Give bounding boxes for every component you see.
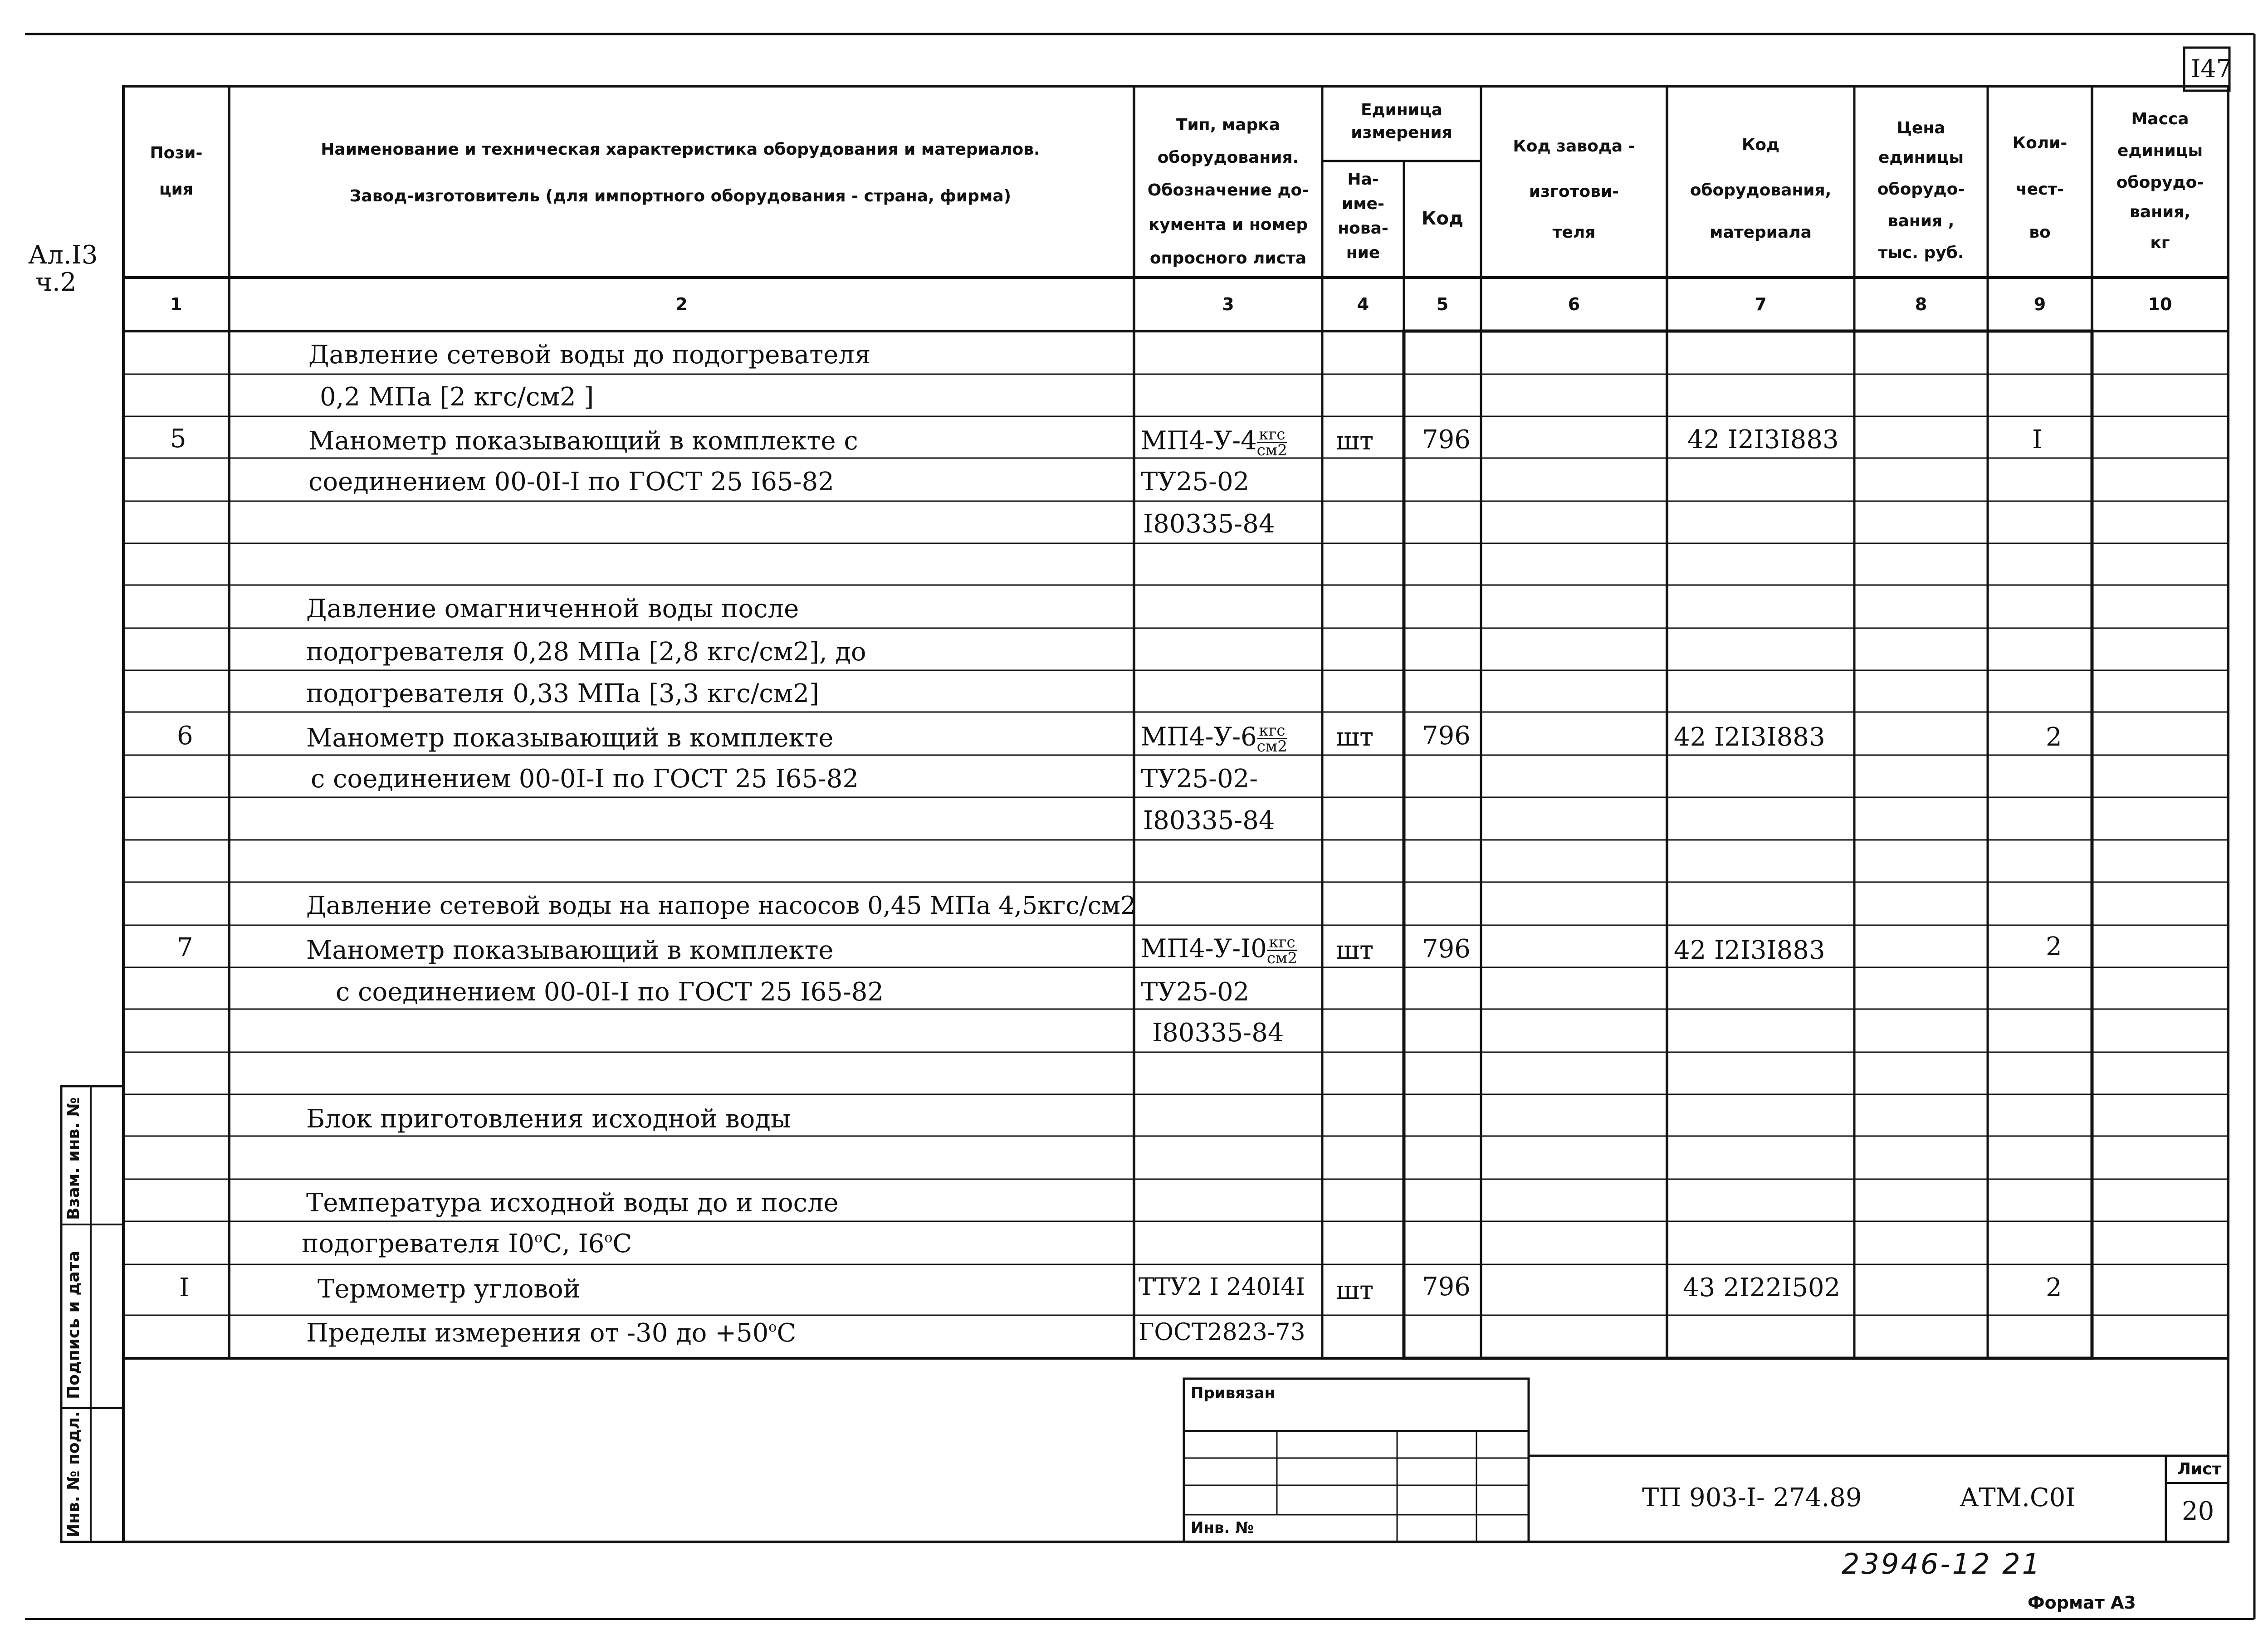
row23-code: 796 <box>1422 1272 1471 1302</box>
row10-name: Манометр показывающий в комплекте <box>306 723 834 753</box>
degree-mark: о <box>604 1230 613 1246</box>
row15-code: 796 <box>1422 934 1471 964</box>
header-name-line2: Завод-изготовитель (для импортного оборудования - страна, фирма) <box>349 187 1012 205</box>
column-number-9: 9 <box>2033 294 2046 314</box>
row16-name: с соединением 00-0I-I по ГОСТ 25 I65-82 <box>336 977 884 1007</box>
header-equipment-code-line1: Код <box>1741 136 1780 154</box>
row10-type-unit-fraction <box>1257 723 1287 754</box>
row15-fraction-bottom: см2 <box>1266 949 1297 968</box>
row4-name: соединением 00-0I-I по ГОСТ 25 I65-82 <box>308 467 834 497</box>
header-type-line1: Тип, марка <box>1176 116 1281 134</box>
row23-type: ТТУ2 I 240I4I <box>1139 1273 1305 1301</box>
row1-name: Давление сетевой воды до подогревателя <box>308 340 871 370</box>
row15-position: 7 <box>177 933 193 962</box>
row3-code: 796 <box>1422 425 1471 454</box>
document-mark: АТМ.С0I <box>1960 1483 2076 1512</box>
row3-quantity: I <box>2032 425 2043 454</box>
row10-fraction-top: кгс <box>1257 723 1287 739</box>
header-price-line2: единицы <box>1878 148 1964 167</box>
row23-position: I <box>179 1273 190 1302</box>
header-type-line5: опросного листа <box>1149 249 1307 268</box>
row17-type: I80335-84 <box>1152 1018 1284 1048</box>
row22-name-end: С <box>612 1229 632 1258</box>
row3-type-mark: МП4-У-4 <box>1141 426 1257 456</box>
column-number-8: 8 <box>1915 294 1927 314</box>
row5-type: I80335-84 <box>1143 509 1275 539</box>
header-plant-code-line1: Код завода - <box>1513 137 1635 156</box>
row15-quantity: 2 <box>2046 932 2062 961</box>
row8-name: подогревателя 0,28 МПа [2,8 кгс/см2], до <box>306 637 866 667</box>
row19-name: Блок приготовления исходной воды <box>306 1104 791 1134</box>
header-position-line1: Пози- <box>150 144 203 162</box>
header-type-line2: оборудования. <box>1157 148 1299 167</box>
inv-no-label: Инв. № <box>1191 1519 1254 1537</box>
header-mass-line3: оборудо- <box>2116 173 2204 192</box>
row22-name-middle: С, I6 <box>543 1229 605 1258</box>
row23-equipment-code: 43 2I22I502 <box>1683 1273 1841 1302</box>
row10-quantity: 2 <box>2046 722 2062 752</box>
privyazan-label: Привязан <box>1191 1384 1276 1402</box>
row15-type <box>1141 935 1297 966</box>
header-mass-line4: вания, <box>2130 203 2190 221</box>
header-price-line1: Цена <box>1897 119 1945 137</box>
column-number-10: 10 <box>2148 294 2172 314</box>
row10-code: 796 <box>1422 721 1471 751</box>
header-price-line5: тыс. руб. <box>1878 244 1964 262</box>
row10-type-mark: МП4-У-6 <box>1141 722 1257 752</box>
row14-name: Давление сетевой воды на напоре насосов 0,45 МПа 4,5кгс/см2 <box>306 891 1136 920</box>
sheet-page-number: 20 <box>2182 1497 2214 1526</box>
side-note-line1: Ал.I3 <box>28 240 98 270</box>
column-number-1: 1 <box>170 294 182 314</box>
column-number-6: 6 <box>1568 294 1580 314</box>
sheet-number: I47 <box>2191 54 2232 83</box>
row2-name: 0,2 МПа [2 кгс/см2 ] <box>320 382 594 412</box>
header-unit-name-line1: На- <box>1347 170 1379 189</box>
row23-quantity: 2 <box>2046 1273 2062 1302</box>
handwritten-number: 23946-12 21 <box>1842 1547 2042 1580</box>
row15-type-unit-fraction <box>1267 935 1297 966</box>
column-number-3: 3 <box>1222 294 1234 314</box>
row3-equipment-code: 42 I2I3I883 <box>1687 425 1839 454</box>
header-unit-group-line1: Единица <box>1361 101 1442 119</box>
row3-type-unit-fraction <box>1257 427 1287 458</box>
row3-name: Манометр показывающий в комплекте с <box>308 426 858 456</box>
row9-name: подогревателя 0,33 МПа [3,3 кгс/см2] <box>306 679 819 708</box>
row3-fraction-top: кгс <box>1257 427 1287 443</box>
side-note-line2: ч.2 <box>35 268 77 297</box>
format-label: Формат А3 <box>2028 1593 2136 1613</box>
header-quantity-line3: во <box>2029 223 2051 242</box>
stamp-signature-date: Подпись и дата <box>64 1251 83 1399</box>
row23-unit: шт <box>1336 1276 1374 1305</box>
degree-mark: о <box>768 1319 777 1335</box>
header-unit-name-line3: нова- <box>1338 219 1388 238</box>
header-type-line3: Обозначение до- <box>1147 181 1309 200</box>
row21-name: Температура исходной воды до и после <box>306 1188 839 1218</box>
header-equipment-code-line2: оборудования, <box>1690 181 1832 200</box>
header-unit-code: Код <box>1421 208 1464 229</box>
row15-equipment-code: 42 I2I3I883 <box>1674 936 1825 965</box>
header-price-line3: оборудо- <box>1877 180 1965 199</box>
row24-name-start: Пределы измерения от -30 до +50 <box>306 1318 769 1348</box>
row10-equipment-code: 42 I2I3I883 <box>1674 722 1825 752</box>
row24-type: ГОСТ2823-73 <box>1139 1319 1305 1346</box>
header-unit-name-line4: ние <box>1346 244 1380 262</box>
row22-name <box>302 1231 632 1257</box>
header-equipment-code-line3: материала <box>1710 223 1812 242</box>
header-price-line4: вания , <box>1887 212 1955 230</box>
header-position-line2: ция <box>159 180 194 199</box>
row10-position: 6 <box>177 721 193 751</box>
row11-type: ТУ25-02- <box>1141 764 1258 794</box>
header-quantity-line1: Коли- <box>2012 134 2068 152</box>
row15-fraction-top: кгс <box>1267 935 1297 951</box>
row15-unit: шт <box>1336 936 1374 965</box>
row7-name: Давление омагниченной воды после <box>306 594 799 624</box>
row3-type <box>1141 427 1287 458</box>
row15-type-mark: МП4-У-I0 <box>1141 934 1267 964</box>
row10-type <box>1141 723 1287 754</box>
row12-type: I80335-84 <box>1143 806 1275 835</box>
header-quantity-line2: чест- <box>2015 180 2064 199</box>
header-type-line4: кумента и номер <box>1148 215 1308 234</box>
row23-name: Термометр угловой <box>318 1274 581 1304</box>
row3-position: 5 <box>170 424 186 454</box>
column-number-5: 5 <box>1436 294 1449 314</box>
row15-name: Манометр показывающий в комплекте <box>306 936 834 965</box>
header-mass-line2: единицы <box>2117 141 2203 160</box>
document-code: ТП 903-I- 274.89 <box>1642 1483 1862 1512</box>
header-plant-code-line2: изготови- <box>1529 182 1619 201</box>
row3-fraction-bottom: см2 <box>1256 441 1287 460</box>
row10-fraction-bottom: см2 <box>1256 737 1287 756</box>
stamp-replace-inv-no: Взам. инв. № <box>64 1097 83 1220</box>
row4-type: ТУ25-02 <box>1141 467 1250 497</box>
column-number-7: 7 <box>1755 294 1767 314</box>
row24-name <box>306 1318 797 1348</box>
column-number-2: 2 <box>675 294 688 314</box>
header-unit-group-line2: измерения <box>1351 123 1452 142</box>
row22-name-start: подогревателя I0 <box>302 1229 535 1258</box>
row11-name: с соединением 00-0I-I по ГОСТ 25 I65-82 <box>311 764 859 794</box>
row24-name-end: С <box>777 1318 797 1348</box>
row10-unit: шт <box>1336 722 1374 752</box>
header-mass-line5: кг <box>2150 234 2170 252</box>
header-plant-code-line3: теля <box>1552 223 1596 242</box>
header-mass-line1: Масса <box>2131 110 2189 128</box>
stamp-original-inv-no: Инв. № подл. <box>64 1411 83 1537</box>
column-number-4: 4 <box>1357 294 1369 314</box>
header-name-line1: Наименование и техническая характеристика оборудования и материалов. <box>321 140 1040 159</box>
header-unit-name-line2: име- <box>1341 195 1384 213</box>
row16-type: ТУ25-02 <box>1141 977 1250 1007</box>
degree-mark: о <box>534 1230 543 1246</box>
row3-unit: шт <box>1336 426 1374 456</box>
sheet-label: Лист <box>2177 1460 2222 1478</box>
